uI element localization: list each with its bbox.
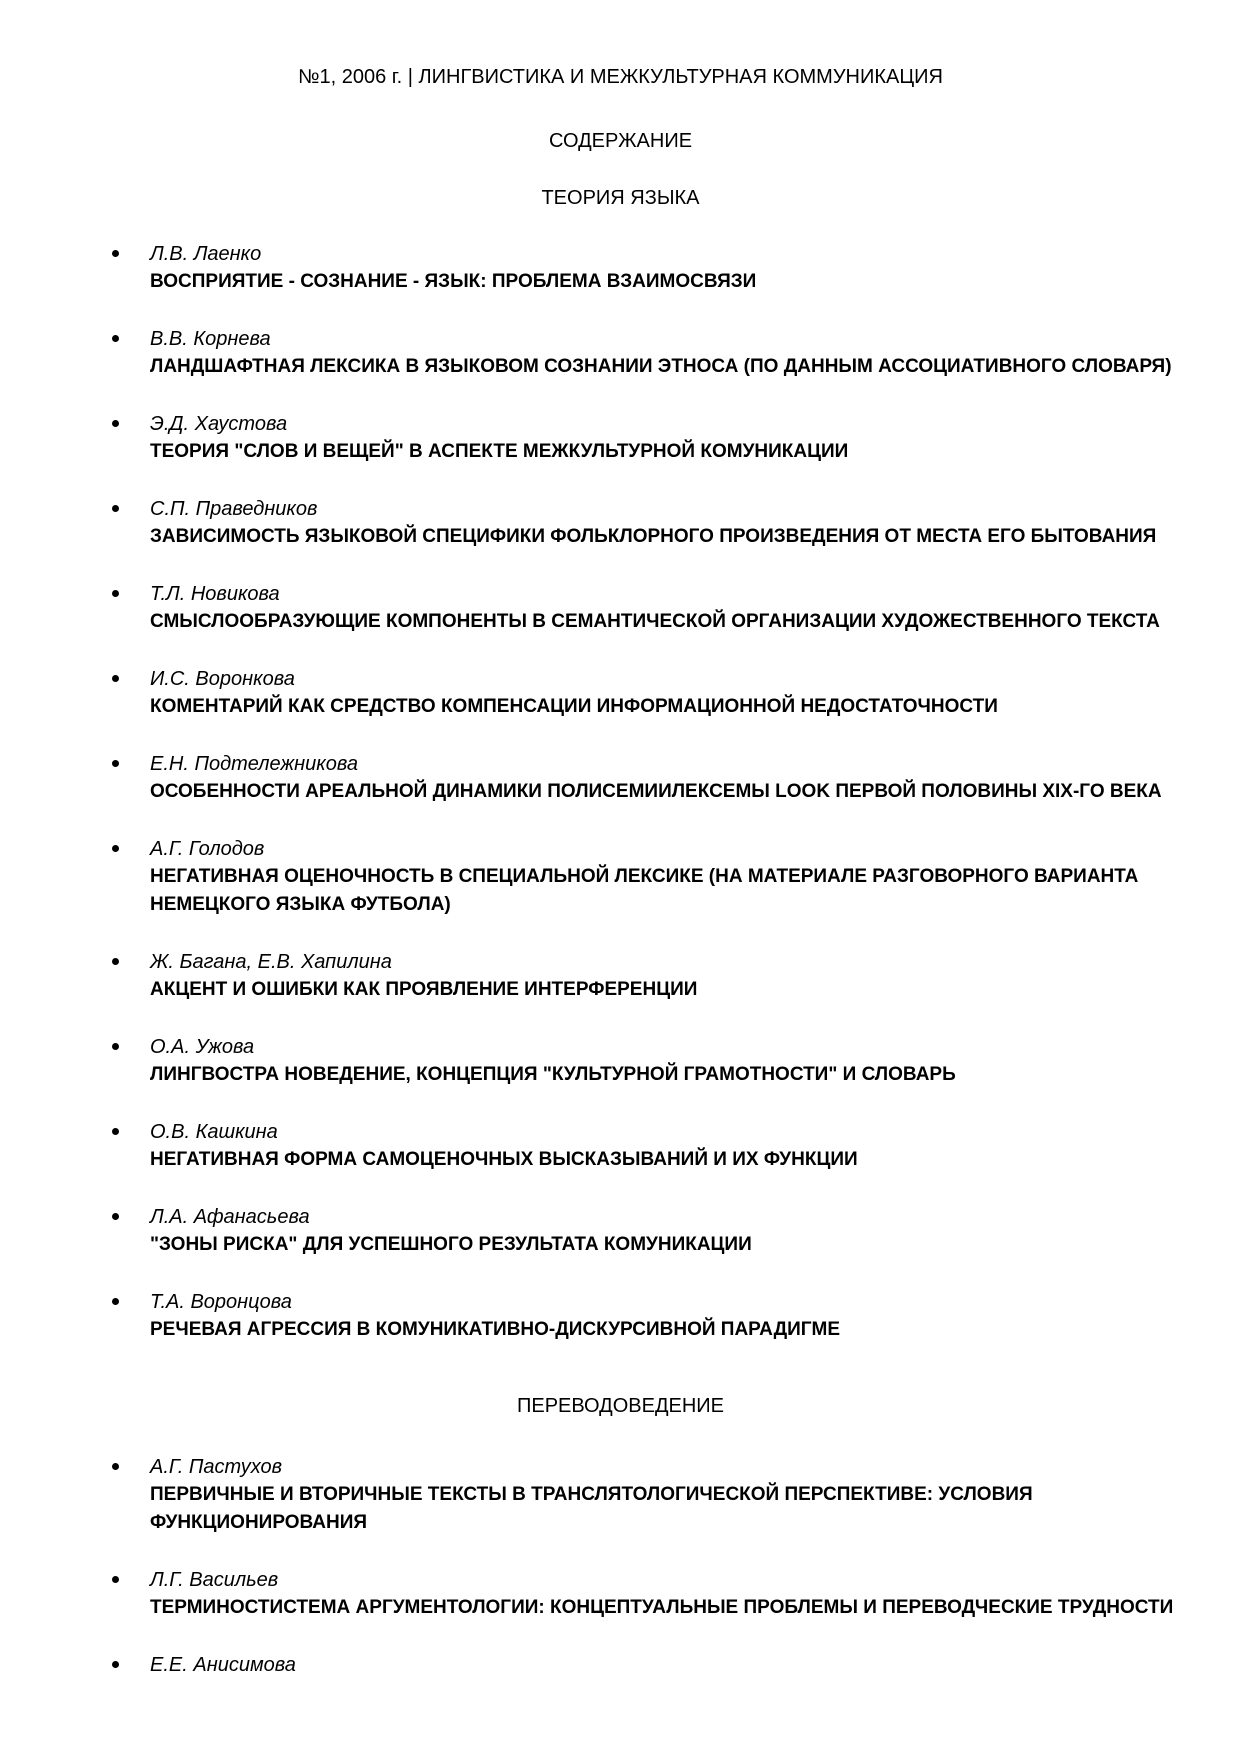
article-author: Л.А. Афанасьева: [150, 1206, 310, 1228]
toc-item: [0, 495, 1241, 551]
contents-heading: СОДЕРЖАНИЕ: [548, 130, 693, 152]
article-author: Л.В. Лаенко: [150, 243, 262, 265]
article-title-link[interactable]: ПЕРВИЧНЫЕ И ВТОРИЧНЫЕ ТЕКСТЫ В ТРАНСЛЯТОЛОГИЧЕСКОЙ ПЕРСПЕКТИВЕ: УСЛОВИЯ ФУНКЦИОНИРОВАНИЯ: [150, 1484, 1033, 1533]
toc-item: [0, 410, 1241, 466]
article-title-link[interactable]: ЗАВИСИМОСТЬ ЯЗЫКОВОЙ СПЕЦИФИКИ ФОЛЬКЛОРНОГО ПРОИЗВЕДЕНИЯ ОТ МЕСТА ЕГО БЫТОВАНИЯ: [150, 526, 1157, 547]
toc-item: [0, 665, 1241, 721]
toc-item: [0, 1118, 1241, 1174]
toc-item: [0, 948, 1241, 1004]
article-author: А.Г. Голодов: [150, 838, 265, 860]
article-title-link[interactable]: ЛИНГВОСТРА НОВЕДЕНИЕ, КОНЦЕПЦИЯ "КУЛЬТУРНОЙ ГРАМОТНОСТИ" И СЛОВАРЬ: [150, 1064, 956, 1085]
article-title-link[interactable]: НЕГАТИВНАЯ ФОРМА САМОЦЕНОЧНЫХ ВЫСКАЗЫВАНИЙ И ИХ ФУНКЦИИ: [150, 1149, 858, 1170]
article-author: Е.Н. Подтележникова: [150, 753, 358, 775]
article-title-link[interactable]: ВОСПРИЯТИЕ - СОЗНАНИЕ - ЯЗЫК: ПРОБЛЕМА ВЗАИМОСВЯЗИ: [150, 271, 757, 292]
toc-list-theory: [0, 240, 1241, 1373]
article-title-link[interactable]: ТЕОРИЯ "СЛОВ И ВЕЩЕЙ" В АСПЕКТЕ МЕЖКУЛЬТУРНОЙ КОМУНИКАЦИИ: [150, 441, 849, 462]
journal-header: №1, 2006 г. | ЛИНГВИСТИКА И МЕЖКУЛЬТУРНАЯ КОММУНИКАЦИЯ: [298, 66, 943, 88]
article-title-link[interactable]: КОМЕНТАРИЙ КАК СРЕДСТВО КОМПЕНСАЦИИ ИНФОРМАЦИОННОЙ НЕДОСТАТОЧНОСТИ: [150, 696, 998, 717]
article-title-link[interactable]: РЕЧЕВАЯ АГРЕССИЯ В КОМУНИКАТИВНО-ДИСКУРСИВНОЙ ПАРАДИГМЕ: [150, 1319, 841, 1340]
article-author: С.П. Праведников: [150, 498, 318, 520]
article-title-link[interactable]: ЛАНДШАФТНАЯ ЛЕКСИКА В ЯЗЫКОВОМ СОЗНАНИИ ЭТНОСА (ПО ДАННЫМ АССОЦИАТИВНОГО СЛОВАРЯ): [150, 356, 1172, 377]
toc-list-translation: [0, 1453, 1241, 1708]
article-author: О.В. Кашкина: [150, 1121, 278, 1143]
article-author: Л.Г. Васильев: [150, 1569, 279, 1591]
toc-item: [0, 1033, 1241, 1089]
article-title-link[interactable]: ТЕРМИНОСТИСТЕМА АРГУМЕНТОЛОГИИ: КОНЦЕПТУАЛЬНЫЕ ПРОБЛЕМЫ И ПЕРЕВОДЧЕСКИЕ ТРУДНОСТИ: [150, 1597, 1174, 1618]
toc-item: [0, 1453, 1241, 1537]
toc-item: [0, 1203, 1241, 1259]
article-author: А.Г. Пастухов: [150, 1456, 283, 1478]
article-title-link[interactable]: ОСОБЕННОСТИ АРЕАЛЬНОЙ ДИНАМИКИ ПОЛИСЕМИИЛЕКСЕМЫ LOOK ПЕРВОЙ ПОЛОВИНЫ XIX-ГО ВЕКА: [150, 781, 1162, 802]
article-author: И.С. Воронкова: [150, 668, 295, 690]
toc-item: [0, 1651, 1241, 1679]
article-title-link[interactable]: АКЦЕНТ И ОШИБКИ КАК ПРОЯВЛЕНИЕ ИНТЕРФЕРЕНЦИИ: [150, 979, 698, 1000]
article-title-link[interactable]: "ЗОНЫ РИСКА" ДЛЯ УСПЕШНОГО РЕЗУЛЬТАТА КОМУНИКАЦИИ: [150, 1234, 752, 1255]
toc-item: [0, 240, 1241, 296]
section-heading-theory: ТЕОРИЯ ЯЗЫКА: [541, 187, 700, 209]
toc-item: [0, 750, 1241, 806]
toc-item: [0, 580, 1241, 636]
toc-item: [0, 1566, 1241, 1622]
article-author: Т.А. Воронцова: [150, 1291, 292, 1313]
section-heading-translation: ПЕРЕВОДОВЕДЕНИЕ: [516, 1395, 724, 1417]
article-title-link[interactable]: НЕГАТИВНАЯ ОЦЕНОЧНОСТЬ В СПЕЦИАЛЬНОЙ ЛЕКСИКЕ (НА МАТЕРИАЛЕ РАЗГОВОРНОГО ВАРИАНТА НЕМЕЦКОГО ЯЗЫКА ФУТБОЛА): [150, 866, 1139, 915]
article-title-link[interactable]: СМЫСЛООБРАЗУЮЩИЕ КОМПОНЕНТЫ В СЕМАНТИЧЕСКОЙ ОРГАНИЗАЦИИ ХУДОЖЕСТВЕННОГО ТЕКСТА: [150, 611, 1160, 632]
toc-item: [0, 835, 1241, 919]
article-author: В.В. Корнева: [150, 328, 271, 350]
article-author: О.А. Ужова: [150, 1036, 255, 1058]
article-author: Э.Д. Хаустова: [150, 413, 288, 435]
article-author: Е.Е. Анисимова: [150, 1654, 296, 1676]
toc-item: [0, 325, 1241, 381]
article-author: Т.Л. Новикова: [150, 583, 280, 605]
toc-item: [0, 1288, 1241, 1344]
article-author: Ж. Багана, Е.В. Хапилина: [150, 951, 392, 973]
